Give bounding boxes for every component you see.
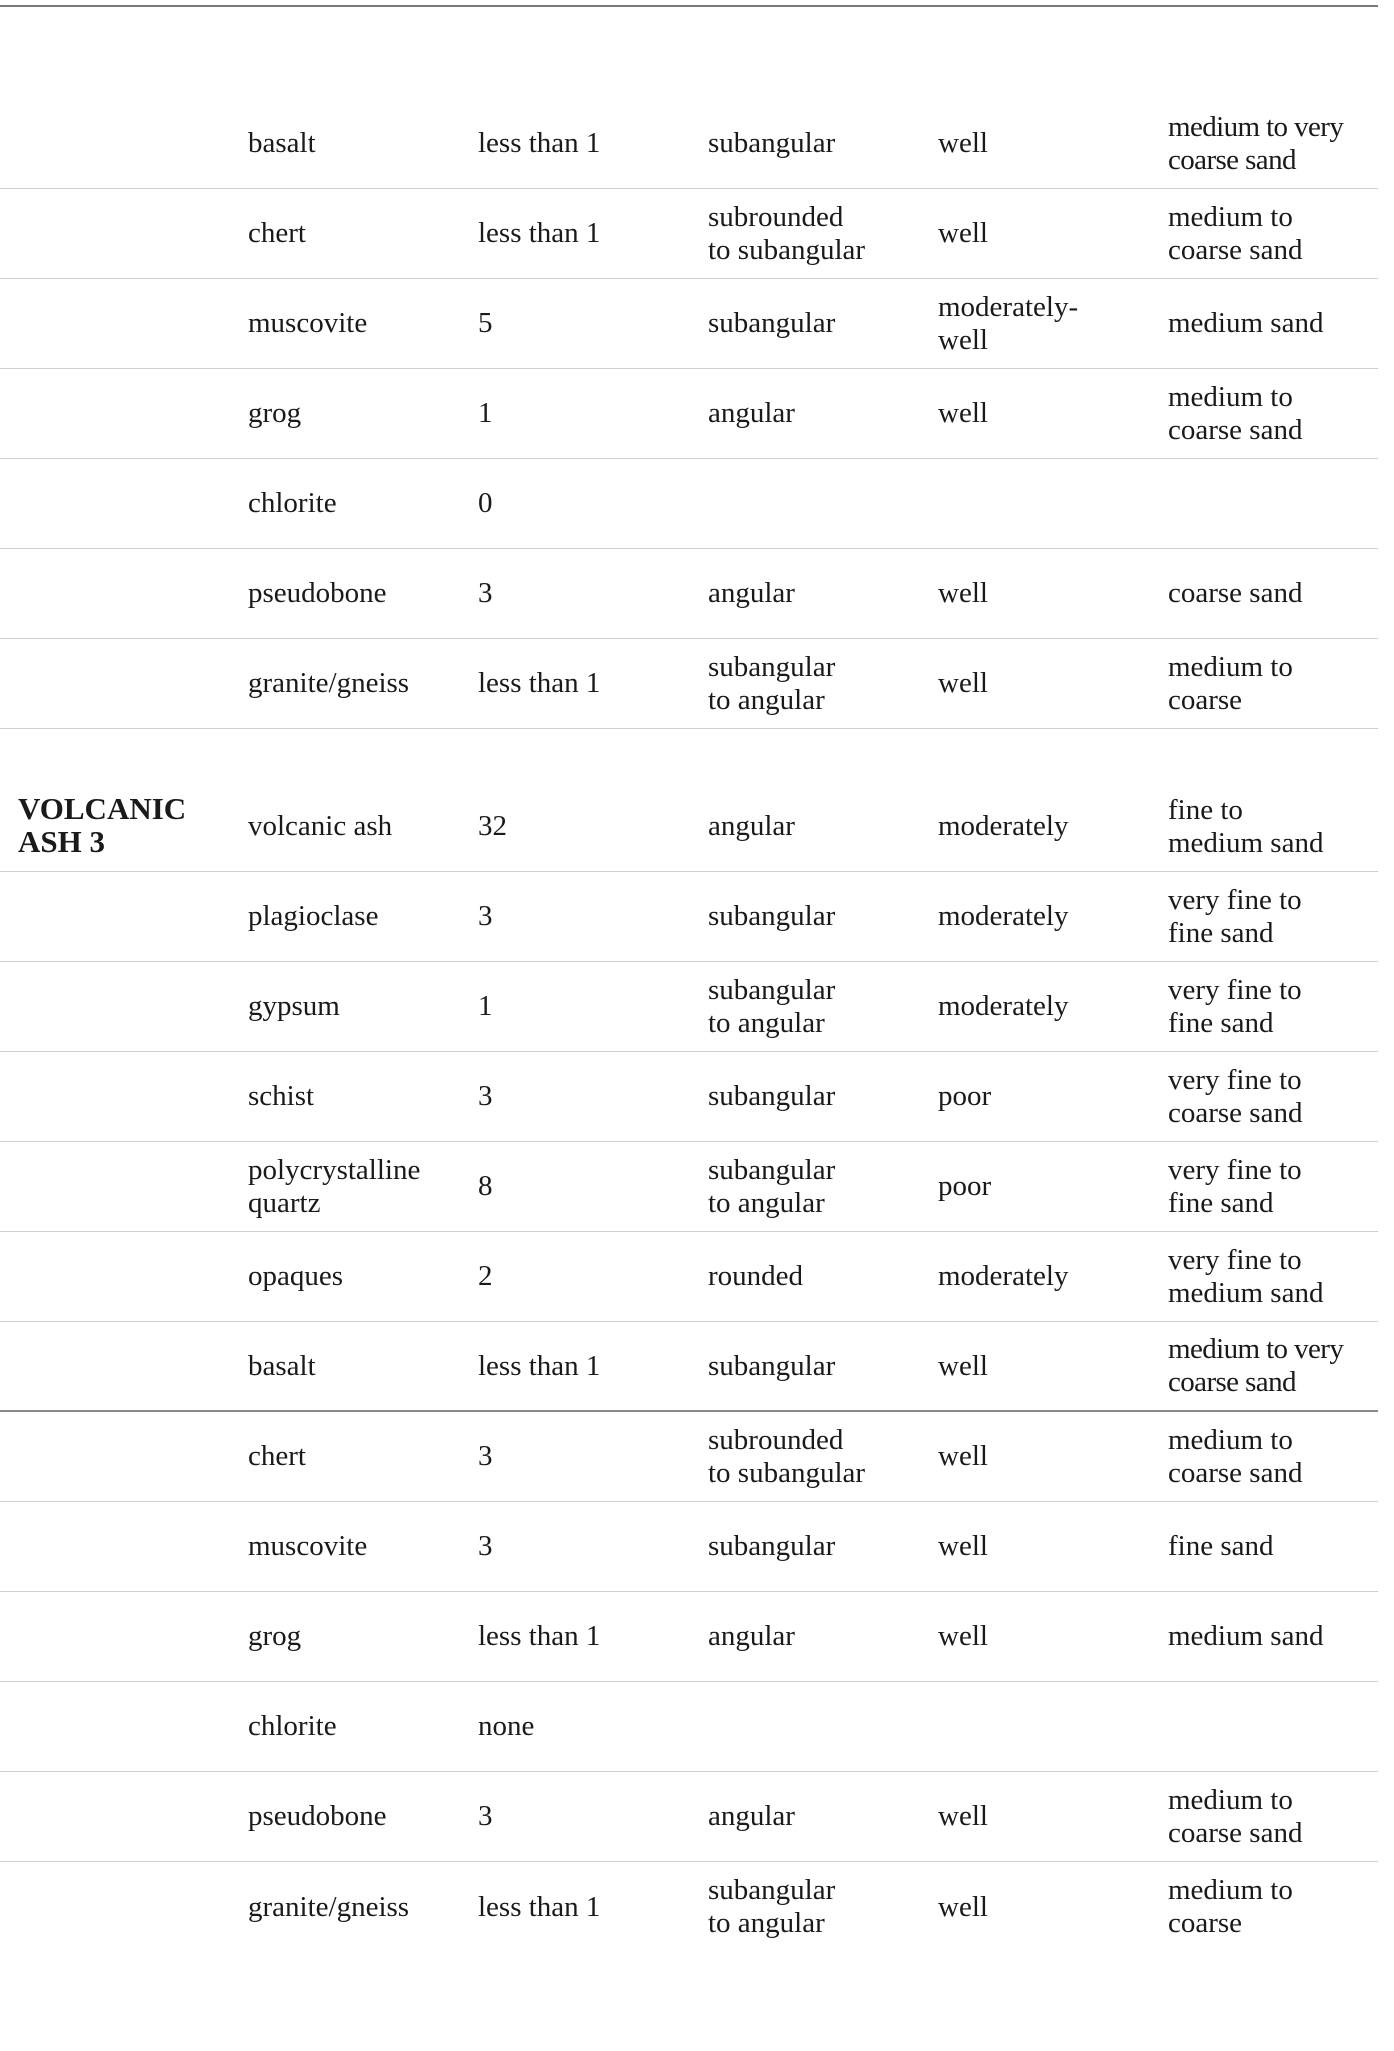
size-cell: very fine to coarse sand <box>1168 1063 1303 1129</box>
sorting-cell: well <box>938 1530 988 1562</box>
percentage-cell: less than 1 <box>478 1349 601 1382</box>
shape-cell: subangular <box>708 1530 836 1562</box>
table-row <box>0 1862 1378 1952</box>
sorting-cell: moderately <box>938 900 1069 932</box>
percentage-cell: less than 1 <box>478 127 601 159</box>
size-cell <box>1168 1682 1378 1771</box>
size-cell: medium to coarse sand <box>1168 1783 1303 1849</box>
table-row <box>0 1142 1378 1232</box>
percentage-cell: 8 <box>478 1170 493 1202</box>
inclusion-type-cell: polycrystalline quartz <box>248 1153 421 1219</box>
sorting-cell: poor <box>938 1170 992 1202</box>
inclusion-type-cell: chert <box>248 217 306 249</box>
shape-cell: subangular to angular <box>708 650 836 716</box>
shape-cell: subangular <box>708 900 836 932</box>
table-row <box>0 1322 1378 1412</box>
table-row <box>0 459 1378 549</box>
size-cell: very fine to fine sand <box>1168 973 1302 1039</box>
table-row <box>0 1412 1378 1502</box>
inclusion-type-cell: chert <box>248 1440 306 1472</box>
table-row <box>0 1232 1378 1322</box>
size-cell: medium to coarse <box>1168 650 1293 716</box>
percentage-cell: 3 <box>478 577 493 609</box>
top-rule <box>0 5 1378 7</box>
size-cell: coarse sand <box>1168 577 1303 609</box>
sorting-cell: well <box>938 1440 988 1472</box>
table-row <box>0 962 1378 1052</box>
shape-cell <box>708 1682 928 1771</box>
shape-cell: angular <box>708 1800 795 1832</box>
sorting-cell: well <box>938 1890 988 1923</box>
shape-cell: rounded <box>708 1260 804 1292</box>
shape-cell: subrounded to subangular <box>708 200 866 266</box>
size-cell: very fine to medium sand <box>1168 1243 1324 1309</box>
percentage-cell: 1 <box>478 397 493 429</box>
table-row <box>0 1592 1378 1682</box>
table-row <box>0 782 1378 872</box>
sorting-cell: moderately- well <box>938 290 1079 356</box>
section-label <box>18 99 238 188</box>
shape-cell: subangular <box>708 127 836 159</box>
size-cell: medium to coarse sand <box>1168 380 1303 446</box>
percentage-cell: 1 <box>478 990 493 1022</box>
inclusion-type-cell: schist <box>248 1080 315 1112</box>
sorting-cell: poor <box>938 1080 992 1112</box>
table-row <box>0 639 1378 729</box>
size-cell <box>1168 459 1378 548</box>
inclusion-type-cell: gypsum <box>248 990 340 1022</box>
shape-cell: subangular to angular <box>708 1874 836 1939</box>
percentage-cell: 3 <box>478 1800 493 1832</box>
percentage-cell: 32 <box>478 810 507 842</box>
table-row <box>0 872 1378 962</box>
inclusion-type-cell: pseudobone <box>248 1800 387 1832</box>
table-row <box>0 549 1378 639</box>
percentage-cell: less than 1 <box>478 1890 601 1923</box>
sorting-cell: moderately <box>938 1260 1069 1292</box>
percentage-cell: 3 <box>478 900 493 932</box>
percentage-cell: 3 <box>478 1530 493 1562</box>
table-row <box>0 369 1378 459</box>
inclusion-type-cell: muscovite <box>248 1530 368 1562</box>
inclusion-type-cell: muscovite <box>248 307 368 339</box>
sorting-cell: well <box>938 127 988 159</box>
size-cell: medium to very coarse sand <box>1168 1333 1344 1398</box>
percentage-cell: 2 <box>478 1260 493 1292</box>
percentage-cell: 5 <box>478 307 493 339</box>
size-cell: medium to coarse <box>1168 1874 1293 1939</box>
shape-cell <box>708 459 928 548</box>
shape-cell: angular <box>708 397 795 429</box>
size-cell: very fine to fine sand <box>1168 1153 1302 1219</box>
sorting-cell: moderately <box>938 810 1069 842</box>
table-row <box>0 1682 1378 1772</box>
size-cell: medium sand <box>1168 307 1324 339</box>
size-cell: fine to medium sand <box>1168 793 1324 859</box>
shape-cell: subangular <box>708 1349 836 1382</box>
sorting-cell: well <box>938 217 988 249</box>
shape-cell: subangular <box>708 1080 836 1112</box>
percentage-cell: 0 <box>478 487 493 519</box>
shape-cell: angular <box>708 810 795 842</box>
percentage-cell: 3 <box>478 1080 493 1112</box>
table-row <box>0 279 1378 369</box>
shape-cell: angular <box>708 1620 795 1652</box>
percentage-cell: 3 <box>478 1440 493 1472</box>
table-row <box>0 1052 1378 1142</box>
sorting-cell: moderately <box>938 990 1069 1022</box>
sorting-cell: well <box>938 577 988 609</box>
shape-cell: subrounded to subangular <box>708 1423 866 1489</box>
sorting-cell: well <box>938 1349 988 1382</box>
table-row <box>0 189 1378 279</box>
size-cell: fine sand <box>1168 1530 1274 1562</box>
table-row <box>0 99 1378 189</box>
percentage-cell: less than 1 <box>478 667 601 699</box>
inclusion-type-cell: opaques <box>248 1260 344 1292</box>
inclusion-type-cell: basalt <box>248 1349 316 1382</box>
size-cell: medium sand <box>1168 1620 1324 1652</box>
percentage-cell: less than 1 <box>478 1620 601 1652</box>
sorting-cell: well <box>938 1620 988 1652</box>
inclusion-type-cell: grog <box>248 397 302 429</box>
sorting-cell <box>938 459 1158 548</box>
sorting-cell <box>938 1682 1158 1771</box>
inclusion-type-cell: granite/gneiss <box>248 1890 410 1923</box>
shape-cell: angular <box>708 577 795 609</box>
size-cell: very fine to fine sand <box>1168 883 1302 949</box>
inclusion-type-cell: volcanic ash <box>248 810 393 842</box>
shape-cell: subangular to angular <box>708 973 836 1039</box>
section-label: VOLCANIC ASH 3 <box>18 791 187 859</box>
inclusion-type-cell: basalt <box>248 127 316 159</box>
inclusion-type-cell: plagioclase <box>248 900 379 932</box>
inclusion-type-cell: pseudobone <box>248 577 387 609</box>
inclusion-type-cell: chlorite <box>248 487 337 519</box>
shape-cell: subangular <box>708 307 836 339</box>
size-cell: medium to coarse sand <box>1168 1423 1303 1489</box>
sorting-cell: well <box>938 667 988 699</box>
sorting-cell: well <box>938 397 988 429</box>
size-cell: medium to coarse sand <box>1168 200 1303 266</box>
table-row <box>0 1502 1378 1592</box>
sorting-cell: well <box>938 1800 988 1832</box>
percentage-cell: less than 1 <box>478 217 601 249</box>
shape-cell: subangular to angular <box>708 1153 836 1219</box>
inclusion-type-cell: grog <box>248 1620 302 1652</box>
percentage-cell: none <box>478 1710 535 1742</box>
table-row <box>0 1772 1378 1862</box>
inclusion-type-cell: chlorite <box>248 1710 337 1742</box>
inclusion-type-cell: granite/gneiss <box>248 667 410 699</box>
size-cell: medium to very coarse sand <box>1168 110 1344 176</box>
